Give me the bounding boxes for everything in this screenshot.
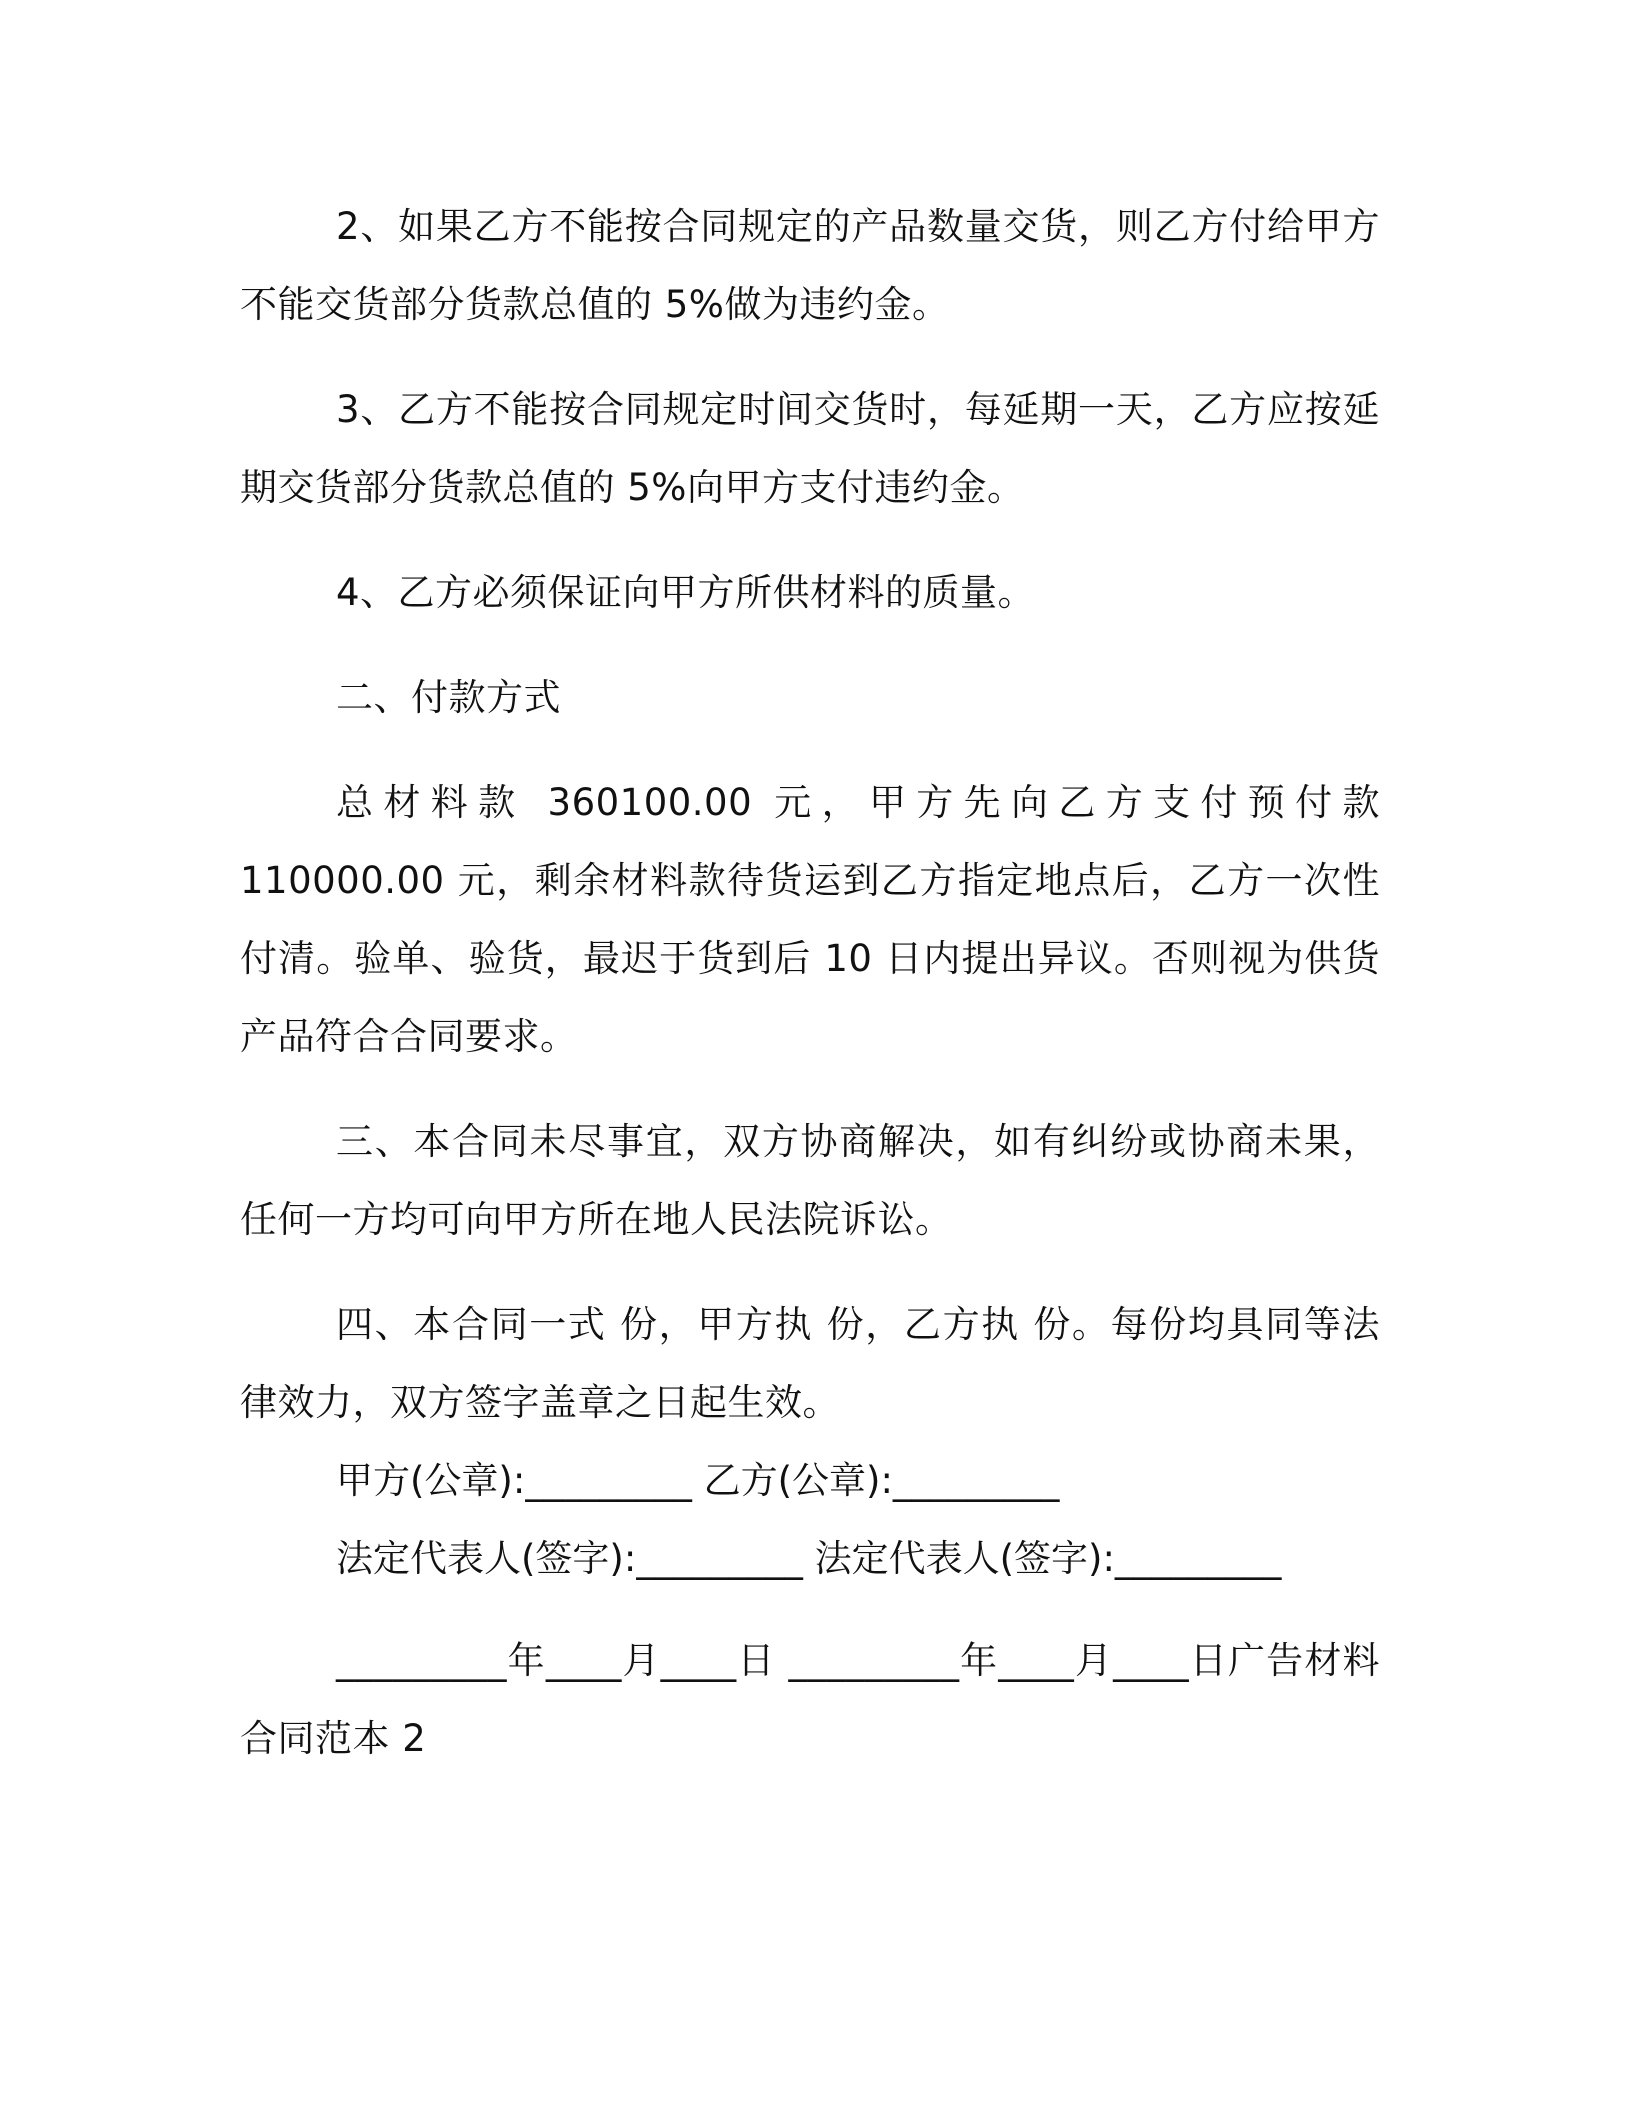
dispute-resolution-paragraph: 三、本合同未尽事宜，双方协商解决，如有纠纷或协商未果，任何一方均可向甲方所在地人民法院诉讼。: [240, 1120, 1380, 1241]
document-page: [240, 188, 1380, 1778]
copies-validity-paragraph: 四、本合同一式 份，甲方执 份，乙方执 份。每份均具同等法律效力，双方签字盖章之日起生效。: [240, 1303, 1380, 1424]
representative-signature-line: 法定代表人(签字):_________ 法定代表人(签字):_________: [336, 1537, 1282, 1580]
payment-terms-paragraph: 总材料款 360100.00 元，甲方先向乙方支付预付款 110000.00 元，剩余材料款待货运到乙方指定地点后，乙方一次性付清。验单、验货，最迟于货到后 10 日内提出异议。否则视为供货产品符合合同要求。: [240, 781, 1380, 1058]
clause-4-paragraph: 4、乙方必须保证向甲方所供材料的质量。: [336, 571, 1036, 614]
date-line: _________年____月____日 _________年____月____日广告材料合同范本 2: [240, 1639, 1380, 1760]
seal-signature-line: 甲方(公章):_________ 乙方(公章):_________: [336, 1459, 1060, 1502]
clause-3-paragraph: 3、乙方不能按合同规定时间交货时，每延期一天，乙方应按延期交货部分货款总值的 5%向甲方支付违约金。: [240, 388, 1380, 509]
payment-method-heading: 二、付款方式: [336, 676, 561, 719]
clause-2-paragraph: 2、如果乙方不能按合同规定的产品数量交货，则乙方付给甲方不能交货部分货款总值的 5%做为违约金。: [240, 205, 1380, 326]
